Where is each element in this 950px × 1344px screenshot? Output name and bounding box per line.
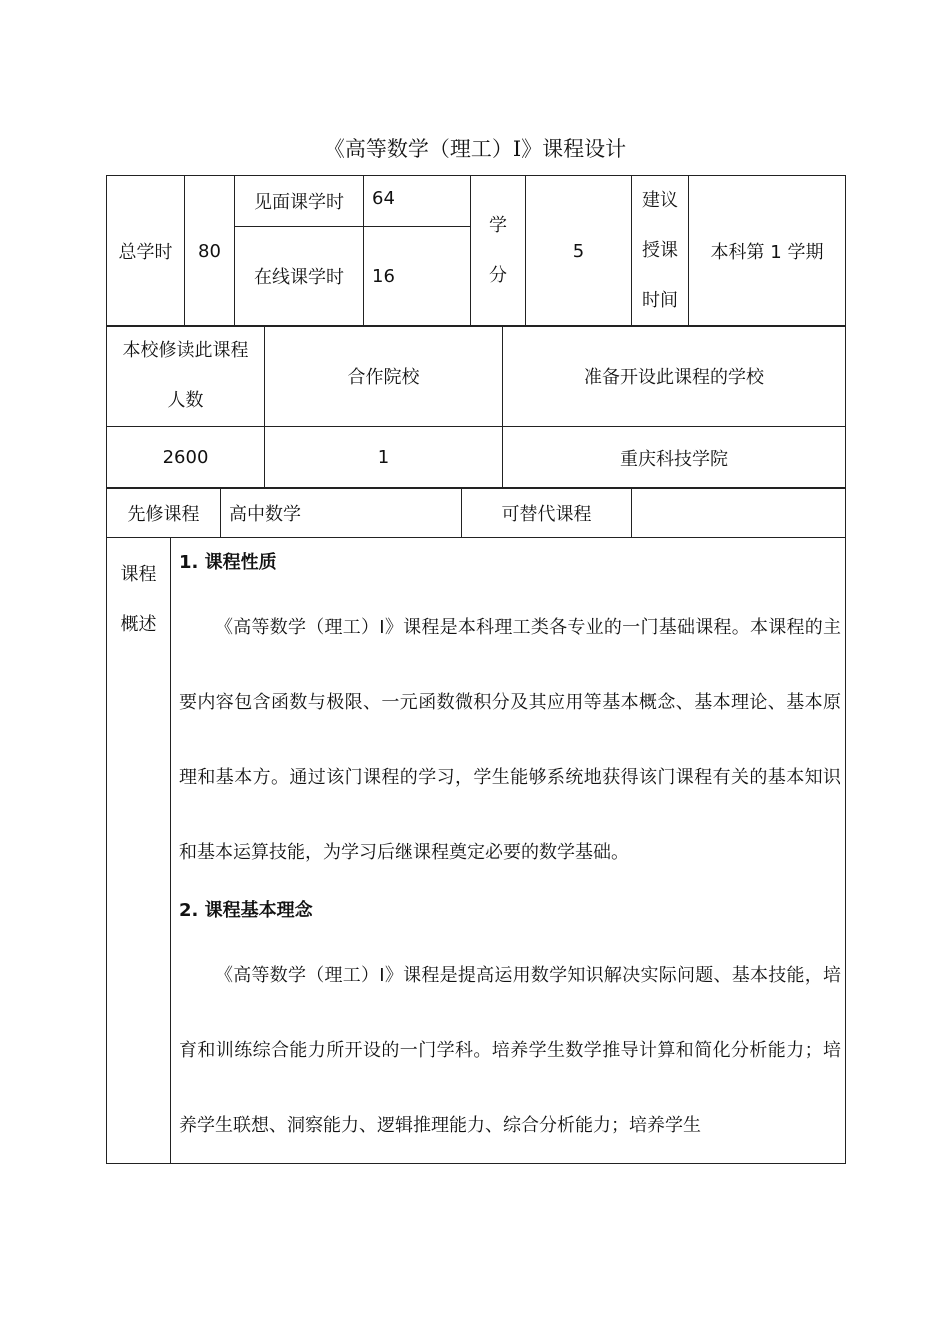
total-hours-value: 80 — [185, 176, 235, 327]
schools-table — [106, 325, 846, 489]
section1-heading: 1. 课程性质 — [179, 552, 277, 573]
prereq-label: 先修课程 — [107, 488, 221, 538]
suggested-label-line2: 授课 — [642, 240, 678, 261]
credit-label-line1: 学 — [489, 215, 507, 236]
prereq-table — [106, 487, 846, 538]
alt-course-label: 可替代课程 — [462, 488, 632, 538]
enroll-label-line1: 本校修读此课程 — [122, 340, 249, 361]
overview-body — [171, 538, 846, 1164]
enroll-label — [107, 326, 265, 427]
suggested-time-value: 本科第 1 学期 — [689, 176, 846, 327]
online-hours-label: 在线课学时 — [235, 226, 364, 326]
suggested-label-line1: 建议 — [642, 190, 678, 211]
section2-text: 《高等数学（理工）I》课程是提高运用数学知识解决实际问题、基本技能，培育和训练综合能力所开设的一门学科。培养学生数学推导计算和简化分析能力；培养学生联想、洞察能力、逻辑推理能力、综合分析能力；培养学生 — [179, 965, 841, 1136]
partner-label: 合作院校 — [265, 326, 503, 427]
credit-label — [471, 176, 526, 327]
overview-label-line1: 课程 — [120, 564, 157, 585]
prepare-label: 准备开设此课程的学校 — [503, 326, 846, 427]
course-info-table — [106, 175, 846, 327]
online-hours-value: 16 — [364, 226, 471, 326]
section1-text: 《高等数学（理工）I》课程是本科理工类各专业的一门基础课程。本课程的主要内容包含函数与极限、一元函数微积分及其应用等基本概念、基本理论、基本原理和基本方。通过该门课程的学习，学生能够系统地获得该门课程有关的基本知识和基本运算技能，为学习后继课程奠定必要的数学基础。 — [179, 617, 841, 863]
f2f-hours-label: 见面课学时 — [235, 176, 364, 227]
total-hours-label: 总学时 — [107, 176, 185, 327]
suggested-label-line3: 时间 — [642, 290, 678, 311]
overview-label — [107, 538, 171, 1164]
suggested-time-label — [632, 176, 689, 327]
overview-table — [106, 537, 846, 1164]
credit-value: 5 — [526, 176, 632, 327]
prepare-school: 重庆科技学院 — [503, 427, 846, 489]
enroll-label-line2: 人数 — [167, 390, 204, 411]
credit-label-line2: 分 — [489, 265, 507, 286]
prereq-value: 高中数学 — [221, 488, 462, 538]
f2f-hours-value: 64 — [364, 176, 471, 227]
enroll-count: 2600 — [107, 427, 265, 489]
overview-label-line2: 概述 — [120, 614, 157, 635]
page-title: 《高等数学（理工）I》课程设计 — [323, 137, 627, 161]
section2-heading: 2. 课程基本理念 — [179, 900, 313, 921]
partner-count: 1 — [265, 427, 503, 489]
alt-course-value — [632, 488, 846, 538]
